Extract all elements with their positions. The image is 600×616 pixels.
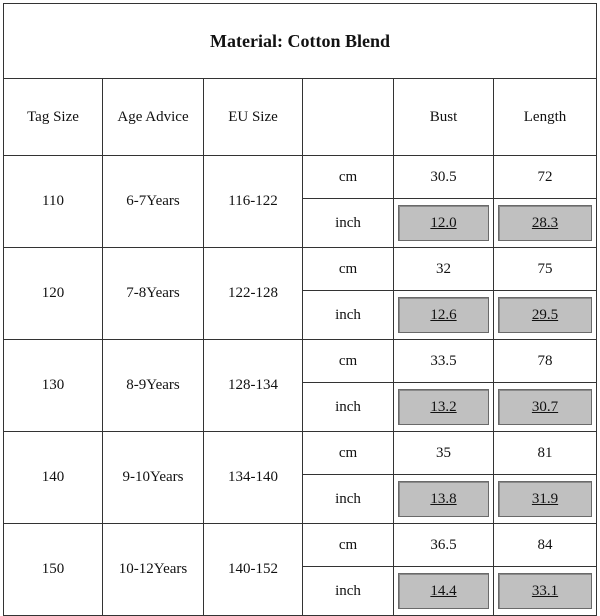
bust-inch-value-cell [394,475,494,524]
tag-size-value: 110 [4,156,103,248]
bust-inch-value: 13.8 [398,481,489,517]
length-inch-value-cell [494,199,597,248]
length-inch-value-cell [494,383,597,432]
header-age-advice: Age Advice [103,79,204,156]
tag-size-value: 120 [4,248,103,340]
unit-inch-label: inch [303,199,394,248]
bust-inch-value: 12.0 [398,205,489,241]
length-inch-value-cell [494,567,597,616]
age-advice-value: 7-8Years [103,248,204,340]
size-chart-table [3,3,597,616]
size-row-cm [4,524,597,567]
age-advice-value: 6-7Years [103,156,204,248]
bust-inch-value-cell [394,291,494,340]
length-inch-value: 31.9 [498,481,592,517]
header-row [4,79,597,156]
length-cm-value: 75 [494,248,597,291]
unit-inch-label: inch [303,383,394,432]
length-inch-value-cell [494,475,597,524]
unit-inch-label: inch [303,567,394,616]
size-row-cm [4,432,597,475]
bust-cm-value: 32 [394,248,494,291]
length-inch-value: 29.5 [498,297,592,333]
title-row [4,4,597,79]
length-cm-value: 84 [494,524,597,567]
length-cm-value: 81 [494,432,597,475]
length-inch-value: 28.3 [498,205,592,241]
bust-inch-value-cell [394,567,494,616]
age-advice-value: 9-10Years [103,432,204,524]
tag-size-value: 150 [4,524,103,616]
unit-cm-label: cm [303,248,394,291]
unit-cm-label: cm [303,524,394,567]
tag-size-value: 140 [4,432,103,524]
age-advice-value: 10-12Years [103,524,204,616]
bust-inch-value-cell [394,383,494,432]
length-cm-value: 72 [494,156,597,199]
bust-cm-value: 35 [394,432,494,475]
bust-cm-value: 36.5 [394,524,494,567]
length-inch-value: 33.1 [498,573,592,609]
bust-inch-value: 12.6 [398,297,489,333]
size-row-cm [4,248,597,291]
unit-inch-label: inch [303,291,394,340]
bust-inch-value-cell [394,199,494,248]
header-eu-size: EU Size [204,79,303,156]
unit-cm-label: cm [303,340,394,383]
header-tag-size: Tag Size [4,79,103,156]
eu-size-value: 116-122 [204,156,303,248]
eu-size-value: 134-140 [204,432,303,524]
tag-size-value: 130 [4,340,103,432]
age-advice-value: 8-9Years [103,340,204,432]
unit-inch-label: inch [303,475,394,524]
eu-size-value: 140-152 [204,524,303,616]
length-cm-value: 78 [494,340,597,383]
eu-size-value: 122-128 [204,248,303,340]
header-unit [303,79,394,156]
eu-size-value: 128-134 [204,340,303,432]
bust-cm-value: 33.5 [394,340,494,383]
bust-inch-value: 13.2 [398,389,489,425]
header-length: Length [494,79,597,156]
length-inch-value-cell [494,291,597,340]
length-inch-value: 30.7 [498,389,592,425]
bust-cm-value: 30.5 [394,156,494,199]
size-row-cm [4,340,597,383]
header-bust: Bust [394,79,494,156]
size-chart-body [4,4,597,616]
size-row-cm [4,156,597,199]
unit-cm-label: cm [303,432,394,475]
bust-inch-value: 14.4 [398,573,489,609]
unit-cm-label: cm [303,156,394,199]
chart-title: Material: Cotton Blend [4,4,597,79]
